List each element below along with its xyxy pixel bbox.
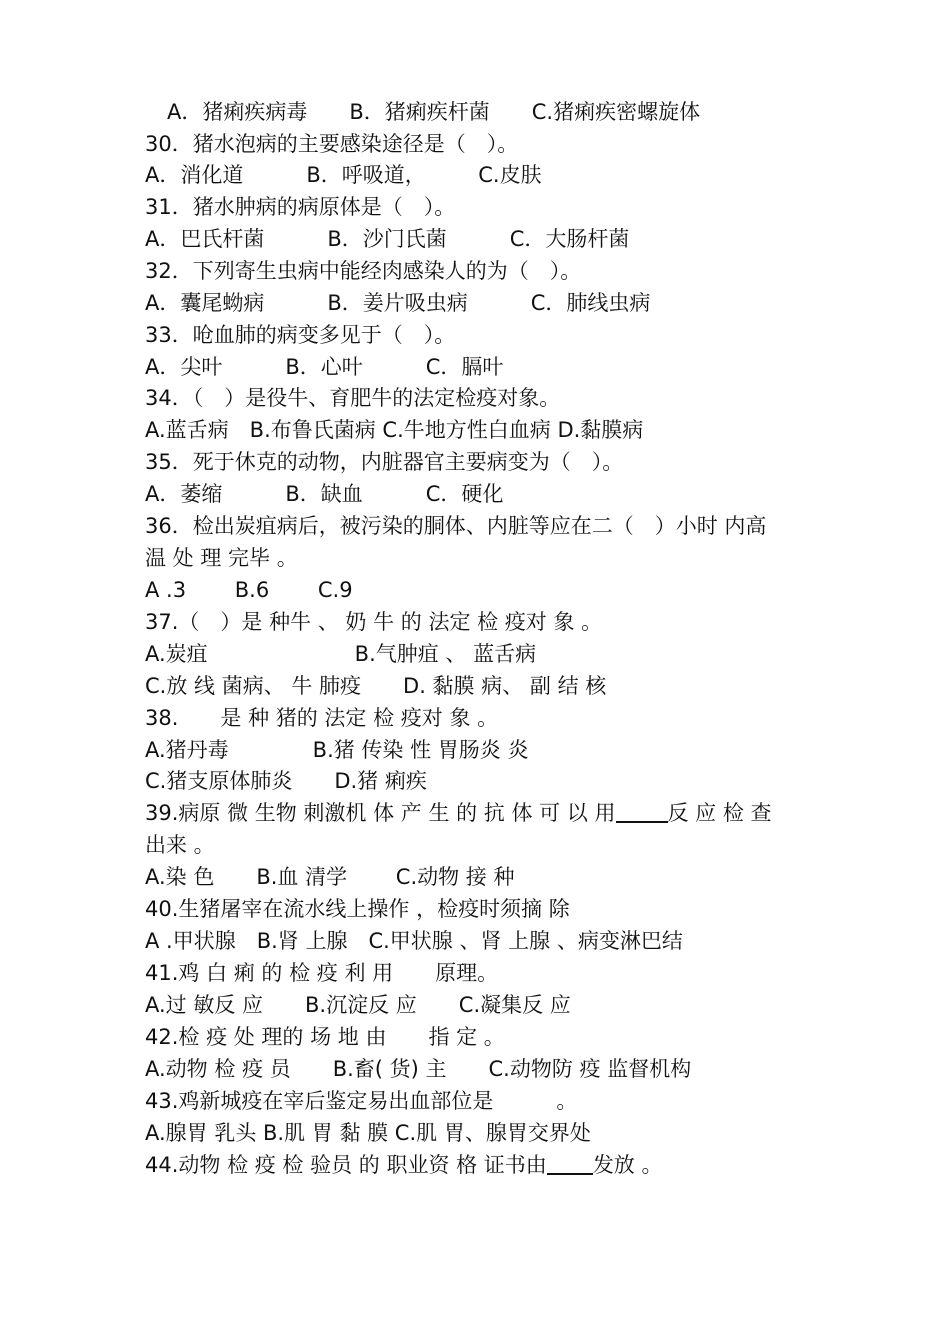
q44-blank bbox=[547, 1153, 593, 1175]
q38-question: 38. 是 种 猪的 法定 检 疫对 象 。 bbox=[145, 706, 499, 730]
q40-options: A .甲状腺 B.肾 上腺 C.甲状腺 、肾 上腺 、病变淋巴结 bbox=[145, 929, 683, 953]
q38-options-2: C.猪支原体肺炎 D.猪 痢疾 bbox=[145, 769, 427, 793]
q40-question: 40.生猪屠宰在流水线上操作 ，检疫时须摘 除 bbox=[145, 897, 570, 921]
q39-options: A.染 色 B.血 清学 C.动物 接 种 bbox=[145, 865, 515, 889]
q42-options: A.动物 检 疫 员 B.畜( 货) 主 C.动物防 疫 监督机构 bbox=[145, 1057, 692, 1081]
q43-question: 43.鸡新城疫在宰后鉴定易出血部位是 。 bbox=[145, 1089, 578, 1113]
q32-options: A．囊尾蚴病 B．姜片吸虫病 C．肺线虫病 bbox=[145, 291, 651, 315]
q33-options: A．尖叶 B．心叶 C．膈叶 bbox=[145, 355, 504, 379]
q38-options-1: A.猪丹毒 B.猪 传染 性 胃肠炎 炎 bbox=[145, 738, 529, 762]
q36-options: A .3 B.6 C.9 bbox=[145, 578, 353, 602]
q30-options: A．消化道 B．呼吸道， C.皮肤 bbox=[145, 163, 542, 187]
q29-options: A．猪痢疾病毒 B．猪痢疾杆菌 C.猪痢疾密螺旋体 bbox=[167, 100, 701, 124]
q33-question: 33．呛血肺的病变多见于（ ）。 bbox=[145, 323, 456, 347]
q41-question: 41.鸡 白 痢 的 检 疫 利 用 原理。 bbox=[145, 961, 499, 985]
q34-question: 34．（ ）是役牛、育肥牛的法定检疫对象。 bbox=[145, 386, 561, 410]
q31-question: 31．猪水肿病的病原体是（ ）。 bbox=[145, 195, 456, 219]
q31-options: A．巴氏杆菌 B．沙门氏菌 C．大肠杆菌 bbox=[145, 227, 630, 251]
q37-question: 37.（ ）是 种牛 、 奶 牛 的 法定 检 疫对 象 。 bbox=[145, 610, 603, 634]
q35-question: 35．死于休克的动物，内脏器官主要病变为（ ）。 bbox=[145, 450, 624, 474]
q37-options-1: A.炭疽 B.气肿疽 、 蓝舌病 bbox=[145, 642, 537, 666]
q39-blank bbox=[616, 801, 668, 823]
q34-options: A.蓝舌病 B.布鲁氏菌病 C.牛地方性白血病 D.黏膜病 bbox=[145, 418, 644, 442]
q30-question: 30．猪水泡病的主要感染途径是（ ）。 bbox=[145, 132, 519, 156]
q44-question: 44.动物 检 疫 检 验员 的 职业资 格 证书由 发放 。 bbox=[145, 1153, 663, 1177]
q32-question: 32．下列寄生虫病中能经肉感染人的为（ ）。 bbox=[145, 259, 582, 283]
q37-options-2: C.放 线 菌病、 牛 肺疫 D. 黏膜 病、 副 结 核 bbox=[145, 674, 607, 698]
q36-question: 36．检出炭疽病后，被污染的胴体、内脏等应在二（ ）小时 内高 bbox=[145, 514, 767, 538]
q43-options: A.腺胃 乳头 B.肌 胃 黏 膜 C.肌 胃、腺胃交界处 bbox=[145, 1121, 591, 1145]
q35-options: A．萎缩 B．缺血 C．硬化 bbox=[145, 482, 504, 506]
q42-question: 42.检 疫 处 理的 场 地 由 指 定 。 bbox=[145, 1025, 505, 1049]
q41-options: A.过 敏反 应 B.沉淀反 应 C.凝集反 应 bbox=[145, 993, 571, 1017]
q39-question: 39.病原 微 生物 刺激机 体 产 生 的 抗 体 可 以 用 反 应 检 查 bbox=[145, 801, 772, 825]
q36-question-cont: 温 处 理 完毕 。 bbox=[145, 546, 298, 570]
q39-question-cont: 出来 。 bbox=[145, 833, 215, 857]
